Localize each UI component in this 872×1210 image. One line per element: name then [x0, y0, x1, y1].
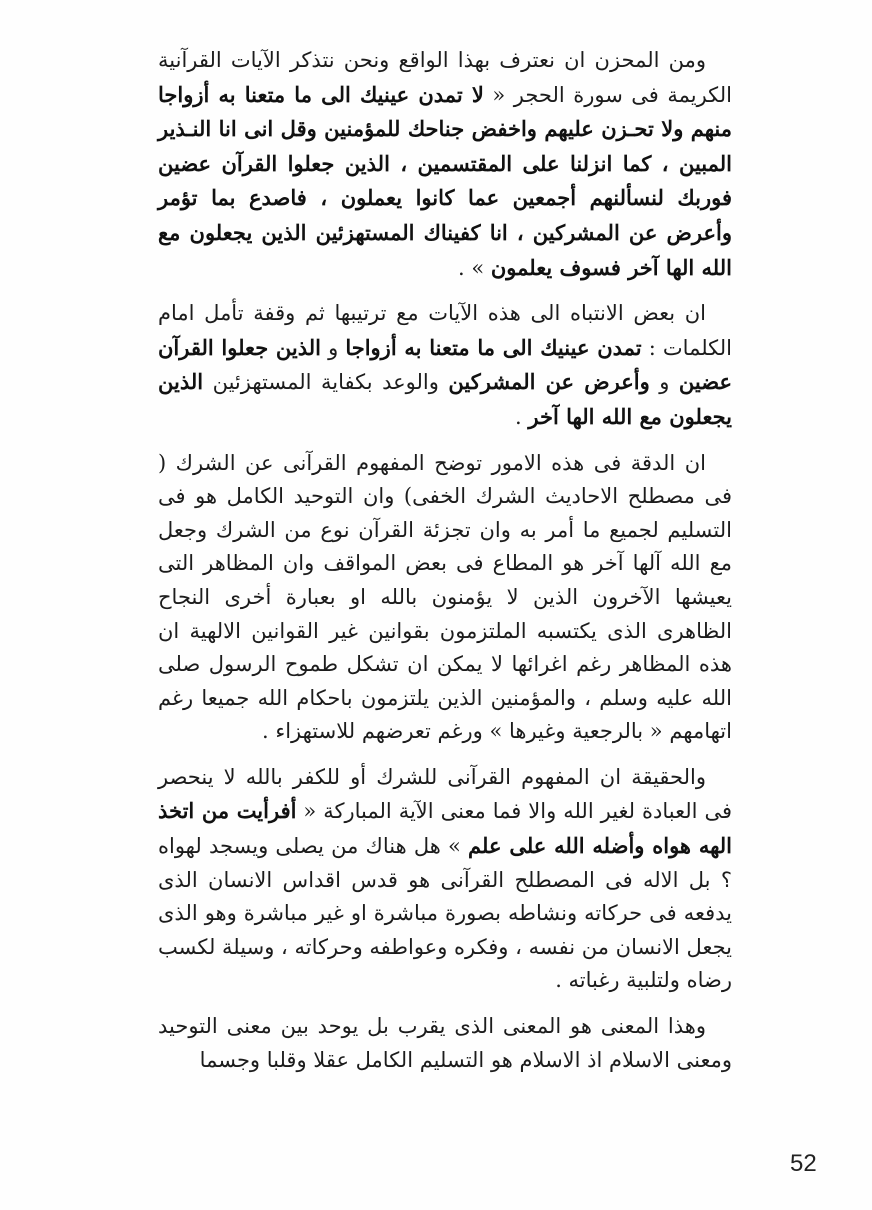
paragraph	[158, 761, 732, 998]
quran-quote-text: أفرأيت من اتخذ الهه هواه وأضله الله على علم	[158, 798, 732, 859]
quran-quote-text: لا تمدن عينيك الى ما متعنا به أزواجا منهم ولا تحـزن عليهم واخفض جناحك للمؤمنين وقل انى انا النـذير المبين ، كما انزلنا على المقتسمين ، الذين جعلوا القرآن عضين فوربك لنسألنهم أجمعين عما كانوا يعملون ، فاصدع بما تؤمر وأعرض عن المشركين ، انا كفيناك المستهزئين الذين يجعلون مع الله الها آخر فسوف يعلمون	[158, 81, 732, 280]
paragraph-text: و	[321, 335, 346, 360]
paragraph-text: وهذا المعنى هو المعنى الذى يقرب بل يوحد بين معنى التوحيد ومعنى الاسلام اذ الاسلام هو التسليم الكامل عقلا وقلبا وجسما	[158, 1014, 732, 1072]
page-number: 52	[790, 1150, 817, 1177]
paragraph	[158, 297, 732, 434]
quran-quote-text: وأعرض عن المشركين	[448, 369, 650, 395]
paragraph-text: .	[515, 404, 529, 429]
paragraph-text: و	[649, 370, 679, 395]
paragraph	[158, 447, 732, 749]
paragraph-text: والحقيقة ان المفهوم القرآنى للشرك أو للكفر بالله لا ينحصر فى العبادة لغير الله والا فما معنى الآية المباركة «	[158, 764, 732, 824]
quran-quote-text: الذين يجعلون مع الله الها آخر	[158, 369, 732, 429]
paragraph-text: ان بعض الانتباه الى هذه الآيات مع ترتيبها ثم وقفة تأمل امام الكلمات :	[158, 301, 732, 360]
body-text	[158, 44, 732, 1089]
paragraph-text: » هل هناك من يصلى ويسجد لهواه ؟ بل الاله فى المصطلح القرآنى هو قدس اقداس الانسان الذى يدفعه فى حركاته ونشاطه بصورة مباشرة او غير مباشرة وهو الذى يجعل الانسان من نفسه ، وفكره وعواطفه وحركاته ، وسيلة لكسب رضاه ولتلبية رغباته .	[158, 834, 732, 993]
paragraph-text: ان الدقة فى هذه الامور توضح المفهوم القرآنى عن الشرك ( فى مصطلح الاحاديث الشرك الخفى) وان التوحيد الكامل هو فى التسليم لجميع ما أمر به وان تجزئة القرآن نوع من الشرك وجعل مع الله آلها آخر هو المطاع فى بعض المواقف وان المظاهر التى يعيشها الآخرون الذين لا يؤمنون بالله او بعبارة أخرى النجاح الظاهرى الذى يكتسبه الملتزمون بقوانين غير القوانين الالهية ان هذه المظاهر رغم اغرائها لا يمكن ان تشكل طموح الرسول صلى الله عليه وسلم ، والمؤمنين الذين يلتزمون باحكام الله جميعا رغم اتهامهم « بالرجعية وغيرها » ورغم تعرضهم للاستهزاء .	[158, 450, 732, 744]
quran-quote-text: الذين جعلوا القرآن عضين	[158, 334, 732, 395]
paragraph	[158, 44, 732, 285]
paragraph	[158, 1010, 732, 1077]
paragraph-text: والوعد بكفاية المستهزئين	[203, 370, 449, 395]
paragraph-text: ومن المحزن ان نعترف بهذا الواقع ونحن نتذكر الآيات القرآنية الكريمة فى سورة الحجر «	[158, 48, 733, 107]
quran-quote-text: تمدن عينيك الى ما متعنا به أزواجا	[345, 334, 642, 360]
paragraph-text: » .	[457, 255, 491, 280]
